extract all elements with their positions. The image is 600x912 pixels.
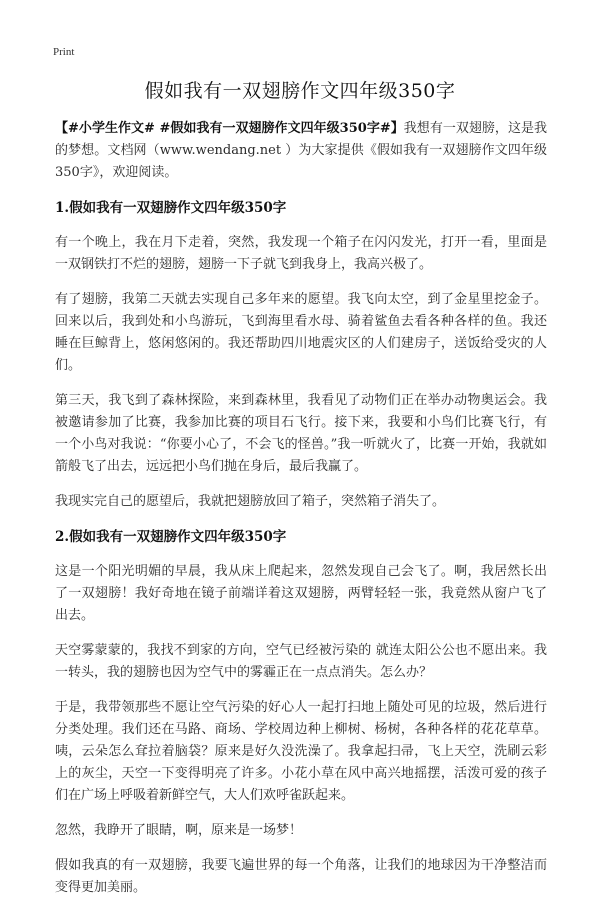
page-title: 假如我有一双翅膀作文四年级350字 <box>144 80 456 102</box>
paragraph: 有一个晚上，我在月下走着，突然，我发现一个箱子在闪闪发光，打开一看，里面是一双钢铁打不烂的翅膀，翅膀一下子就飞到我身上，我高兴极了。 <box>55 235 547 272</box>
section-heading-2: 2.假如我有一双翅膀作文四年级350字 <box>55 529 287 545</box>
paragraph: 有了翅膀，我第二天就去实现自己多年来的愿望。我飞向太空，到了金星里挖金子。回来以后，我到处和小鸟游玩，飞到海里看水母、骑着鲨鱼去看各种各样的鱼。我还睡在巨鲸背上，悠闲悠闲的。我还帮助四川地震灾区的人们建房子，送饭给受灾的人们。 <box>55 292 547 373</box>
paragraph: 假如我真的有一双翅膀，我要飞遍世界的每一个角落，让我们的地球因为干净整洁而变得更加美丽。 <box>55 858 547 895</box>
print-link[interactable]: Print <box>53 46 75 58</box>
intro-text: 我想有一双翅膀，这是我的梦想。文档网（www.wendang.net ）为大家提供《假如我有一双翅膀作文四年级350字》，欢迎阅读。 <box>55 121 547 180</box>
section-heading-1: 1.假如我有一双翅膀作文四年级350字 <box>55 200 287 216</box>
intro-paragraph <box>55 118 547 184</box>
paragraph: 我现实完自己的愿望后，我就把翅膀放回了箱子，突然箱子消失了。 <box>55 494 446 509</box>
paragraph: 于是，我带领那些不愿让空气污染的好心人一起打扫地上随处可见的垃圾，然后进行分类处理。我们还在马路、商场、学校周边种上柳树、杨树，各种各样的花花草草。咦，云朵怎么耷拉着脑袋？原来是好久没洗澡了。我拿起扫帚，飞上天空，洗刷云彩上的灰尘，天空一下变得明亮了许多。小花小草在风中高兴地摇摆，活泼可爱的孩子们在广场上呼吸着新鲜空气，大人们欢呼雀跃起来。 <box>55 700 547 803</box>
paragraph: 忽然，我睁开了眼睛，啊，原来是一场梦！ <box>55 823 303 838</box>
intro-tag: 【#小学生作文# #假如我有一双翅膀作文四年级350字#】 <box>55 121 404 136</box>
paragraph: 第三天，我飞到了森林探险，来到森林里，我看见了动物们正在举办动物奥运会。我被邀请参加了比赛，我参加比赛的项目石飞行。接下来，我要和小鸟们比赛飞行，有一个小鸟对我说：“你要小心了，不会飞的怪兽。”我一听就火了，比赛一开始，我就如箭般飞了出去，远远把小鸟们抛在身后，最后我赢了。 <box>55 393 547 474</box>
paragraph: 这是一个阳光明媚的早晨，我从床上爬起来，忽然发现自己会飞了。啊，我居然长出了一双翅膀！我好奇地在镜子前端详着这双翅膀，两臂轻轻一张，我竟然从窗户飞了出去。 <box>55 564 547 623</box>
article-body <box>55 118 547 912</box>
paragraph: 天空雾蒙蒙的，我找不到家的方向，空气已经被污染的 就连太阳公公也不愿出来。我一转头，我的翅膀也因为空气中的雾霾正在一点点消失。怎么办？ <box>55 643 547 680</box>
